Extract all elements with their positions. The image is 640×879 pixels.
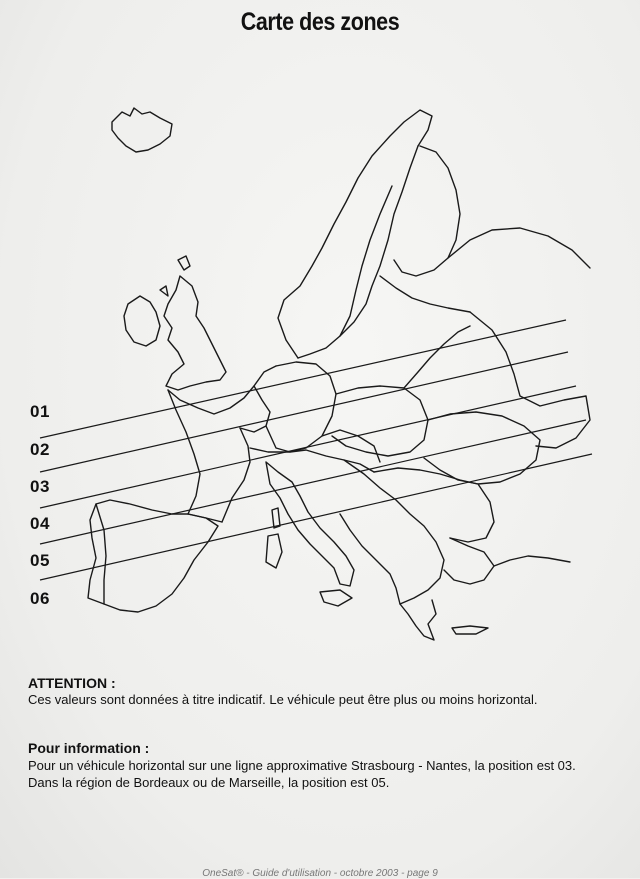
crete [452, 626, 488, 634]
turkey-edge [494, 556, 570, 566]
scotland-islands [160, 256, 190, 296]
spain-france-border [188, 514, 222, 522]
zone-label-06: 06 [30, 589, 50, 608]
baltic-states [404, 326, 470, 388]
sardinia [266, 534, 282, 568]
zone-line-4 [40, 420, 586, 544]
eastern-border [470, 312, 590, 448]
page-footer: OneSat® - Guide d'utilisation - octobre 2003 - page 9 [202, 868, 438, 879]
great-britain-outline [164, 276, 226, 390]
zone-label-03: 03 [30, 477, 50, 496]
information-line-2: Dans la région de Bordeaux ou de Marseille, la position est 05. [28, 775, 390, 790]
information-line-1: Pour un véhicule horizontal sur une ligne approximative Strasbourg - Nantes, la position est 03. [28, 758, 576, 773]
sweden-south [340, 186, 392, 336]
attention-text: Ces valeurs sont données à titre indicatif. Le véhicule peut être plus ou moins horizontal. [28, 692, 538, 707]
information-heading: Pour information : [28, 740, 150, 756]
europe-zone-map [0, 90, 640, 650]
zone-label-01: 01 [30, 402, 50, 421]
france-coast [168, 366, 276, 414]
poland-border [332, 386, 428, 456]
sicily [320, 590, 352, 606]
zone-label-04: 04 [30, 514, 50, 533]
zone-label-05: 05 [30, 551, 50, 570]
zone-label-02: 02 [30, 440, 50, 459]
attention-heading: ATTENTION : [28, 675, 116, 691]
hungary-romania [374, 468, 494, 542]
greece [400, 600, 436, 640]
zone-line-3 [40, 386, 576, 508]
page-title: Carte des zones [240, 8, 400, 36]
zone-line-2 [40, 352, 568, 472]
zone-line-1 [40, 320, 566, 438]
bulgaria-black-sea [444, 538, 494, 584]
russia-west [448, 228, 590, 268]
balkans-outline [340, 460, 444, 604]
france-germany-border [222, 428, 250, 522]
ireland-outline [124, 296, 160, 346]
portugal-border [96, 504, 106, 604]
baltic-coast [380, 276, 470, 312]
zone-line-5 [40, 454, 592, 580]
iceland-outline [112, 108, 172, 152]
belarus-ukraine [424, 412, 540, 484]
